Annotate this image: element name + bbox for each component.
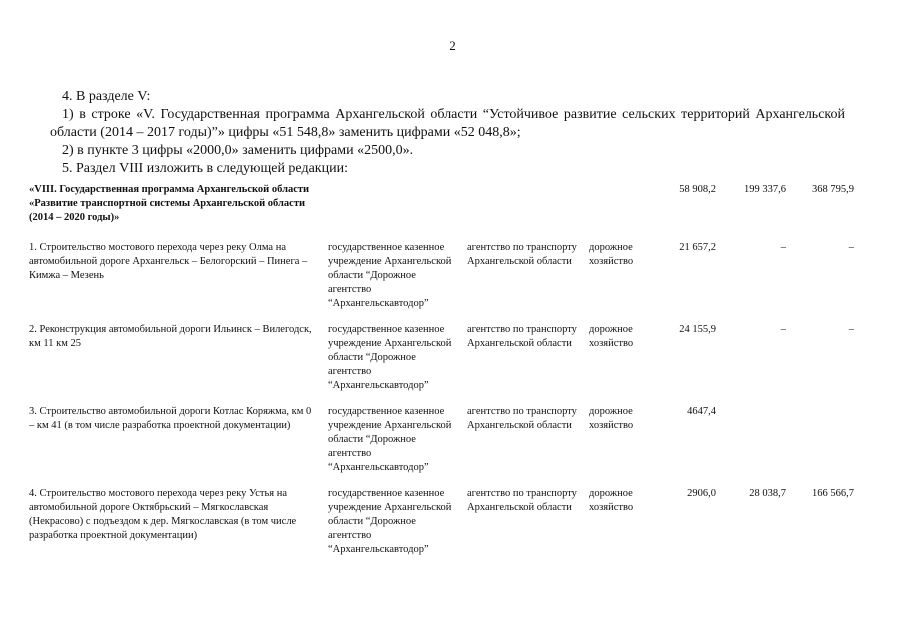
- row-executor: государственное казенное учреждение Архангельской области “Дорожное агентство “Архангельскавтодор”: [328, 406, 452, 473]
- row-responsible: агентство по транспорту Архангельской области: [467, 406, 577, 431]
- paragraph-amendment-1: 1) в строке «V. Государственная программа Архангельской области “Устойчивое развитие сельских территорий Архангельской области (2014 – 2017 годы)”» цифры «51 548,8» заменить цифрами «52 048,8»;: [50, 107, 845, 140]
- row-name: 1. Строительство мостового перехода через реку Олма на автомобильной дороге Архангельск – Белогорский – Пинега – Кимжа – Мезень: [29, 242, 308, 281]
- body-text: [50, 88, 845, 178]
- row-name: 3. Строительство автомобильной дороги Котлас Коряжма, км 0 – км 41 (в том числе разработка проектной документации): [29, 406, 312, 431]
- row-source: дорожное хозяйство: [589, 406, 634, 431]
- row-value-2: –: [780, 324, 786, 335]
- row-executor: государственное казенное учреждение Архангельской области “Дорожное агентство “Архангельскавтодор”: [328, 242, 452, 309]
- section-total-1: 58 908,2: [679, 184, 716, 195]
- page-number: 2: [449, 38, 456, 53]
- row-executor: государственное казенное учреждение Архангельской области “Дорожное агентство “Архангельскавтодор”: [328, 488, 452, 555]
- row-name: 2. Реконструкция автомобильной дороги Ильинск – Вилегодск, км 11 км 25: [29, 324, 312, 349]
- row-responsible: агентство по транспорту Архангельской области: [467, 242, 577, 267]
- paragraph-section-v: 4. В разделе V:: [62, 89, 151, 104]
- section-total-3: 368 795,9: [812, 184, 854, 195]
- row-name: 4. Строительство мостового перехода через реку Устья на автомобильной дороге Октябрьский – Мягкославская (Некрасово) с подъездом к дер. Мягкославская (в том числе разработка проектной документации): [29, 488, 297, 541]
- row-value-1: 24 155,9: [679, 324, 716, 335]
- row-source: дорожное хозяйство: [589, 324, 634, 349]
- paragraph-amendment-2: 2) в пункте 3 цифры «2000,0» заменить цифрами «2500,0».: [62, 143, 414, 158]
- row-responsible: агентство по транспорту Архангельской области: [467, 488, 577, 513]
- section-total-2: 199 337,6: [744, 184, 786, 195]
- row-source: дорожное хозяйство: [589, 488, 634, 513]
- section-viii-title: «VIII. Государственная программа Архангельской области «Развитие транспортной системы Архангельской области (2014 – 2020 годы)»: [29, 184, 310, 223]
- row-value-1: 21 657,2: [679, 242, 716, 253]
- row-executor: государственное казенное учреждение Архангельской области “Дорожное агентство “Архангельскавтодор”: [328, 324, 452, 391]
- row-value-1: 2906,0: [687, 488, 716, 499]
- row-source: дорожное хозяйство: [589, 242, 634, 267]
- row-value-3: 166 566,7: [812, 488, 854, 499]
- row-value-3: –: [848, 324, 854, 335]
- paragraph-section-viii: 5. Раздел VIII изложить в следующей редакции:: [62, 161, 348, 176]
- row-value-2: 28 038,7: [749, 488, 786, 499]
- row-responsible: агентство по транспорту Архангельской области: [467, 324, 577, 349]
- row-value-3: –: [848, 242, 854, 253]
- row-value-2: –: [780, 242, 786, 253]
- row-value-1: 4647,4: [687, 406, 716, 417]
